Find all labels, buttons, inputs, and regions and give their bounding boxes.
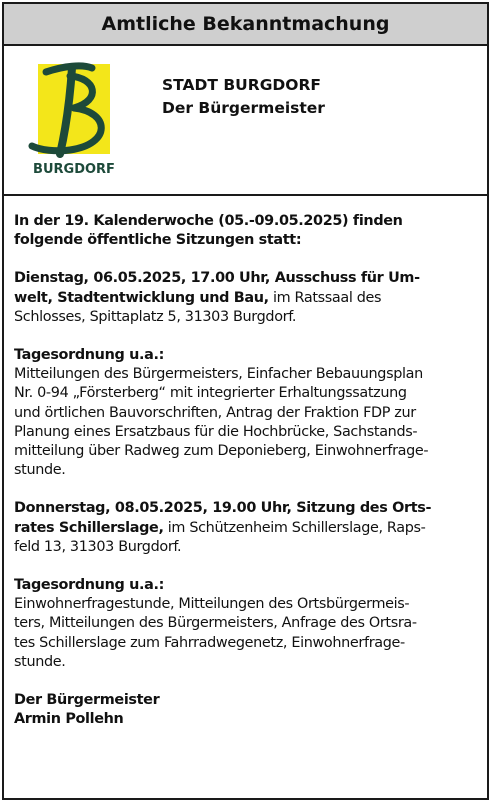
burgdorf-logo [26, 58, 122, 182]
issuer-city: STADT BURGDORF [162, 76, 321, 94]
meeting2-agenda-line: Einwohnerfragestunde, Mitteilungen des Ortsbürgermeis- [14, 596, 410, 613]
intro-line-1: In der 19. Kalenderwoche (05.-09.05.2025) finden [14, 213, 403, 229]
meeting1-heading-line-2 [14, 289, 477, 308]
meeting1-agenda-line: Mitteilungen des Bürgermeisters, Einfacher Bebauungsplan [14, 366, 423, 383]
notice-frame [2, 2, 489, 800]
notice-header [4, 46, 487, 196]
meeting1-heading-line-1: Dienstag, 06.05.2025, 17.00 Uhr, Ausschuss für Um- [14, 270, 420, 287]
signature-role: Der Bürgermeister [14, 692, 160, 709]
meeting2-agenda-line: ters, Mitteilungen des Bürgermeisters, Anfrage des Ortsra- [14, 615, 417, 632]
meeting1-agenda-line: und örtlichen Bauvorschriften, Antrag der Fraktion FDP zur [14, 404, 416, 421]
intro-line-2: folgende öffentliche Sitzungen statt: [14, 232, 302, 249]
meeting1-agenda-title: Tagesordnung u.a.: [14, 347, 164, 364]
meeting2-heading-line-3: feld 13, 31303 Burgdorf. [14, 538, 182, 555]
meeting1-agenda-line: stunde. [14, 462, 66, 479]
meeting1-agenda-line: Nr. 0-94 „Försterberg“ mit integrierter Erhaltungssatzung [14, 385, 407, 402]
meeting2-location-start: im Schützenheim Schillerslage, Raps- [163, 519, 426, 536]
meeting2-agenda-title: Tagesordnung u.a.: [14, 577, 164, 594]
issuer-office: Der Bürgermeister [162, 99, 325, 117]
notice-body [4, 196, 487, 729]
meeting1-committee: welt, Stadtentwicklung und Bau, [14, 289, 269, 306]
meeting2-agenda-line: stunde. [14, 653, 66, 670]
meeting1-agenda-line: Planung eines Ersatzbaus für die Hochbrücke, Sachstands- [14, 423, 418, 440]
meeting1-heading-line-3: Schlosses, Spittaplatz 5, 31303 Burgdorf. [14, 308, 297, 325]
notice-title: Amtliche Bekanntmachung [4, 4, 487, 46]
meeting2-agenda-line: tes Schillerslage zum Fahrradwegenetz, Einwohnerfrage- [14, 634, 405, 651]
issuer-block [162, 74, 325, 120]
meeting1-location-start: im Ratssaal des [268, 289, 382, 306]
meeting2-council: rates Schillerslage, [14, 519, 164, 536]
burgdorf-b-logo-icon [26, 58, 122, 162]
meeting2-heading-line-1: Donnerstag, 08.05.2025, 19.00 Uhr, Sitzung des Orts- [14, 500, 432, 517]
meeting1-agenda-line: mitteilung über Radweg zum Deponieberg, Einwohnerfrage- [14, 443, 429, 460]
signature-name: Armin Pollehn [14, 711, 124, 728]
logo-wordmark: BURGDORF [33, 162, 115, 177]
meeting2-heading-line-2 [14, 519, 477, 538]
